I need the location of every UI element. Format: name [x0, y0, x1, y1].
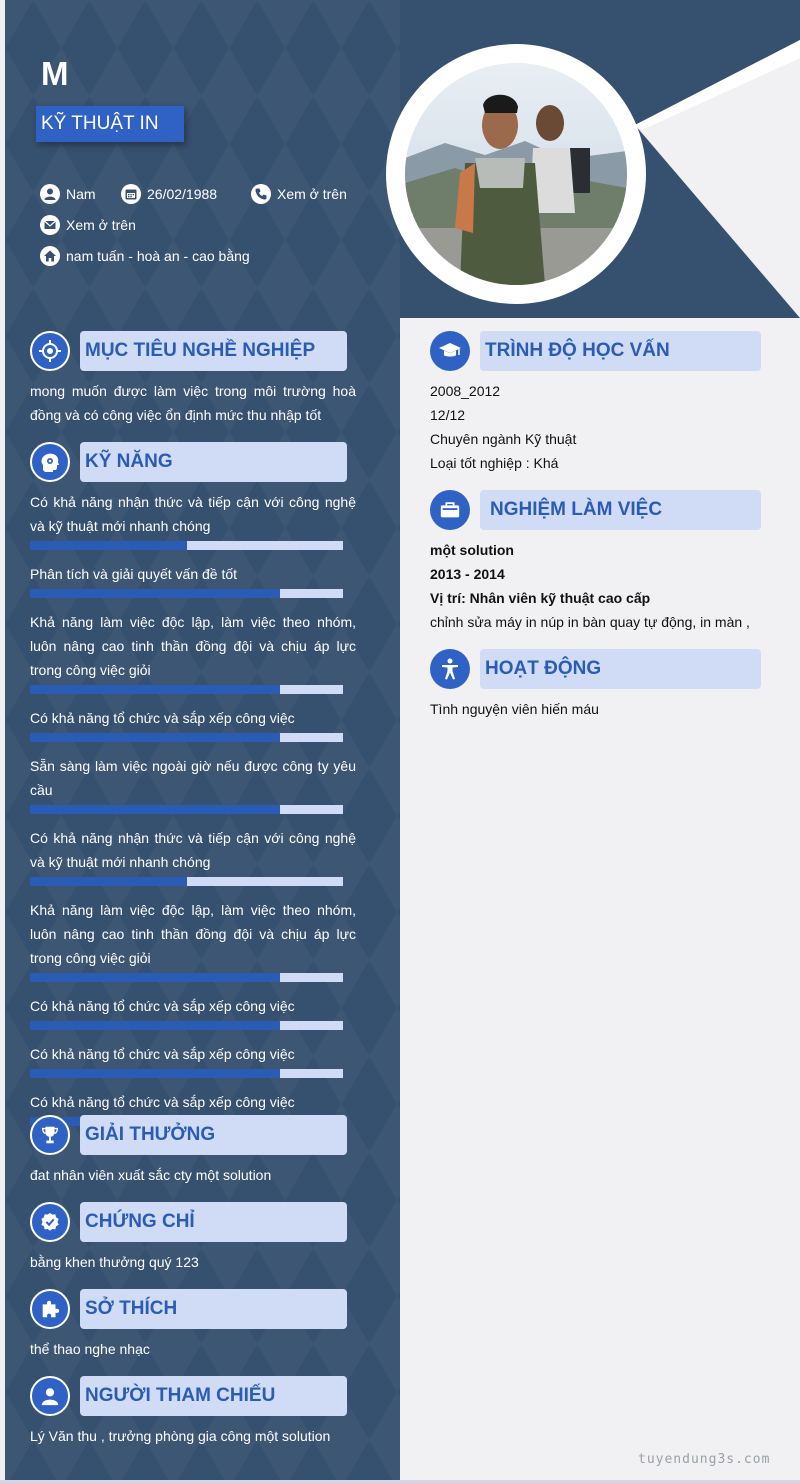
skill-label: Có khả năng tổ chức và sắp xếp công việc [30, 1046, 295, 1062]
education-line: Chuyên ngành Kỹ thuật [430, 431, 577, 447]
avatar [405, 63, 627, 285]
skill-level-bar [30, 589, 343, 598]
education-line: 2008_2012 [430, 383, 501, 399]
user-icon [40, 184, 60, 204]
skill-level-bar [30, 805, 343, 814]
email-value: Xem ở trên [66, 217, 136, 233]
skill-level-fill [30, 1069, 280, 1078]
certificates-title: CHỨNG CHỈ [80, 1202, 347, 1242]
skill-level-fill [30, 733, 280, 742]
hobbies-title: SỞ THÍCH [80, 1289, 347, 1329]
experience-title: NGHIỆM LÀM VIỆC [480, 490, 761, 530]
skill-level-bar [30, 541, 343, 550]
email-info [40, 215, 136, 235]
skill-level-fill [30, 877, 187, 886]
skill-label: Phân tích và giải quyết vấn đề tốt [30, 566, 238, 582]
activities-text: Tình nguyện viên hiến máu [430, 701, 599, 717]
mail-icon [40, 215, 60, 235]
education-line: 12/12 [430, 407, 466, 423]
references-text: Lý Văn thu , trưởng phòng gia công một solution [30, 1428, 331, 1444]
skill-level-fill [30, 589, 280, 598]
skill-level-fill [30, 973, 280, 982]
skill-level-bar [30, 1021, 343, 1030]
awards-title: GIẢI THƯỞNG [80, 1115, 347, 1155]
objective-text: mong muốn được làm việc trong môi trường hoà đồng và có công việc ổn định mức thu nhập tốt [30, 383, 356, 423]
address-info [40, 246, 250, 266]
job-title: KỸ THUẬT IN [36, 106, 184, 142]
awards-text: đat nhân viên xuất sắc cty một solution [30, 1167, 272, 1183]
objective-title: MỤC TIÊU NGHỀ NGHIỆP [80, 331, 347, 371]
experience-position: Vị trí: Nhân viên kỹ thuật cao cấp [430, 590, 651, 606]
skill-label: Khả năng làm việc độc lập, làm việc theo nhóm, luôn nâng cao tinh thần đồng đội và chịu áp lực trong công việc giỏi [30, 902, 356, 966]
puzzle-icon [30, 1289, 70, 1329]
skill-level-fill [30, 541, 187, 550]
phone-info [251, 184, 347, 204]
skill-level-bar [30, 685, 343, 694]
graduation-cap-icon [430, 331, 470, 371]
skill-label: Có khả năng tổ chức và sắp xếp công việc [30, 998, 295, 1014]
skill-level-fill [30, 685, 280, 694]
person-icon [30, 1376, 70, 1416]
education-line: Loại tốt nghiệp : Khá [430, 455, 559, 471]
activities-title: HOẠT ĐỘNG [480, 649, 761, 689]
gender-info [40, 184, 96, 204]
skill-level-bar [30, 877, 343, 886]
experience-company: một solution [430, 542, 514, 558]
experience-period: 2013 - 2014 [430, 566, 505, 582]
skill-label: Có khả năng tổ chức và sắp xếp công việc [30, 1094, 295, 1110]
birthday-value: 26/02/1988 [147, 186, 218, 202]
candidate-name: M [41, 55, 70, 92]
skill-level-bar [30, 733, 343, 742]
skill-level-bar [30, 1069, 343, 1078]
watermark: tuyendung3s.com [638, 1452, 771, 1467]
address-value: nam tuấn - hoà an - cao bằng [66, 248, 250, 264]
skill-level-fill [30, 1021, 280, 1030]
certificate-check-icon [30, 1202, 70, 1242]
gender-value: Nam [66, 186, 96, 202]
experience-description: chỉnh sửa máy in núp in bàn quay tự động, in màn , [430, 614, 750, 630]
trophy-icon [30, 1115, 70, 1155]
birthday-info [121, 184, 217, 204]
skill-label: Có khả năng nhận thức và tiếp cận với công nghệ và kỹ thuật mới nhanh chóng [30, 494, 356, 534]
skill-label: Khả năng làm việc độc lập, làm việc theo nhóm, luôn nâng cao tinh thần đồng đội và chịu áp lực trong công việc giỏi [30, 614, 356, 678]
head-gear-icon [30, 442, 70, 482]
skill-level-bar [30, 973, 343, 982]
skill-level-fill [30, 805, 280, 814]
references-title: NGƯỜI THAM CHIẾU [80, 1376, 347, 1416]
phone-value: Xem ở trên [277, 186, 347, 202]
skills-title: KỸ NĂNG [80, 442, 347, 482]
phone-icon [251, 184, 271, 204]
briefcase-icon [430, 490, 470, 530]
education-title: TRÌNH ĐỘ HỌC VẤN [480, 331, 761, 371]
target-icon [30, 331, 70, 371]
calendar-icon [121, 184, 141, 204]
accessibility-icon [430, 649, 470, 689]
skill-label: Sẵn sàng làm việc ngoài giờ nếu được công ty yêu cầu [30, 758, 356, 798]
hobbies-text: thể thao nghe nhạc [30, 1341, 150, 1357]
home-icon [40, 246, 60, 266]
certificates-text: bằng khen thưởng quý 123 [30, 1254, 199, 1270]
skill-label: Có khả năng tổ chức và sắp xếp công việc [30, 710, 295, 726]
skill-label: Có khả năng nhận thức và tiếp cận với công nghệ và kỹ thuật mới nhanh chóng [30, 830, 356, 870]
